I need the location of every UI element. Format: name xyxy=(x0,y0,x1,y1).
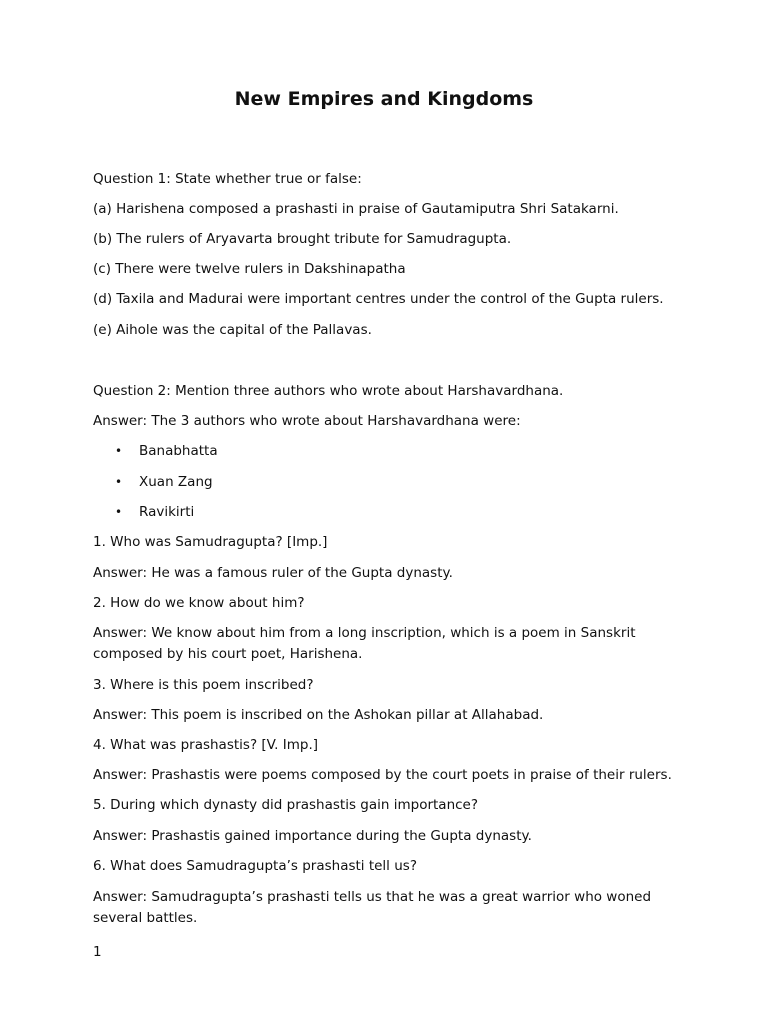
q1-item-e: (e) Aihole was the capital of the Pallavas. xyxy=(93,322,372,338)
qa-question-5: 5. During which dynasty did prashastis gain importance? xyxy=(93,797,479,813)
question-2: Question 2: Mention three authors who wrote about Harshavardhana. xyxy=(93,383,564,399)
qa-answer-1: Answer: He was a famous ruler of the Gupta dynasty. xyxy=(93,565,453,581)
qa-question-4: 4. What was prashastis? [V. Imp.] xyxy=(93,737,318,753)
author-list-item: • Banabhatta xyxy=(139,441,218,462)
q1-item-c: (c) There were twelve rulers in Dakshinapatha xyxy=(93,261,406,277)
qa-question-2: 2. How do we know about him? xyxy=(93,595,305,611)
qa-question-6: 6. What does Samudragupta’s prashasti tell us? xyxy=(93,858,417,874)
q1-item-b: (b) The rulers of Aryavarta brought tribute for Samudragupta. xyxy=(93,231,512,247)
q1-item-a: (a) Harishena composed a prashasti in praise of Gautamiputra Shri Satakarni. xyxy=(93,201,619,217)
page-title: New Empires and Kingdoms xyxy=(234,88,534,110)
author-list-item: • Ravikirti xyxy=(139,502,194,523)
q2-answer: Answer: The 3 authors who wrote about Harshavardhana were: xyxy=(93,413,521,429)
qa-question-3: 3. Where is this poem inscribed? xyxy=(93,677,314,693)
qa-answer-2: Answer: We know about him from a long inscription, which is a poem in Sanskrit composed by his court poet, Harishena. xyxy=(93,625,636,662)
q1-item-d: (d) Taxila and Madurai were important centres under the control of the Gupta rulers. xyxy=(93,291,664,307)
qa-answer-6: Answer: Samudragupta’s prashasti tells us that he was a great warrior who woned several battles. xyxy=(93,889,652,926)
qa-answer-4: Answer: Prashastis were poems composed by the court poets in praise of their rulers. xyxy=(93,767,672,783)
page-number: 1 xyxy=(93,944,102,960)
qa-answer-3: Answer: This poem is inscribed on the Ashokan pillar at Allahabad. xyxy=(93,707,544,723)
question-1: Question 1: State whether true or false: xyxy=(93,171,362,187)
qa-answer-5: Answer: Prashastis gained importance during the Gupta dynasty. xyxy=(93,828,532,844)
author-list-item: • Xuan Zang xyxy=(139,472,213,493)
qa-question-1: 1. Who was Samudragupta? [Imp.] xyxy=(93,534,328,550)
